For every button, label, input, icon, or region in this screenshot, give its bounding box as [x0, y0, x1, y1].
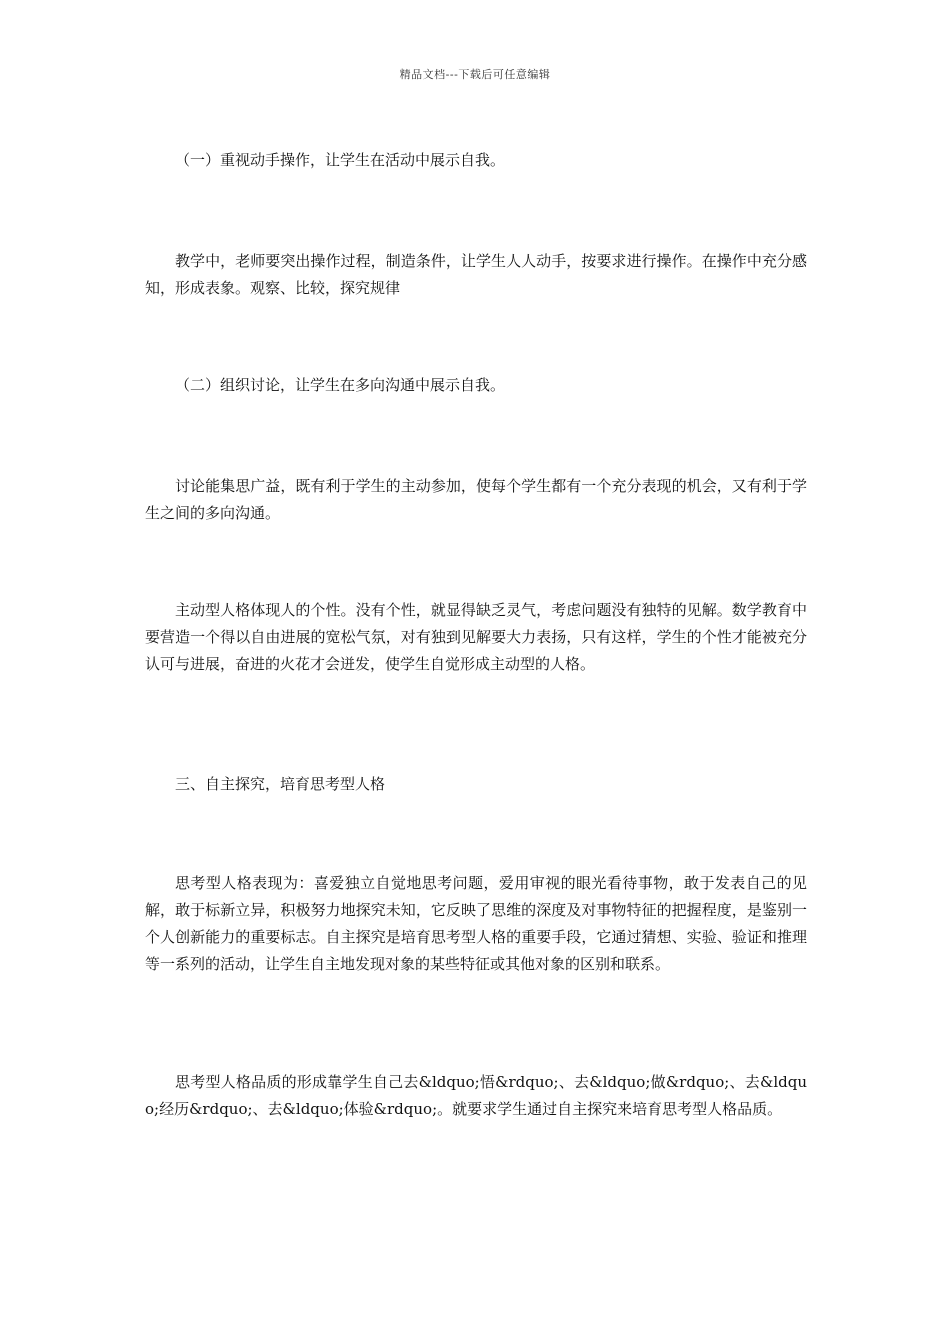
paragraph-3: 主动型人格体现人的个性。没有个性，就显得缺乏灵气，考虑问题没有独特的见解。数学教育中要营造一个得以自由进展的宽松气氛，对有独到见解要大力表扬，只有这样，学生的个性才能被充分认可与进展，奋进的火花才会迸发，使学生自觉形成主动型的人格。 [145, 601, 807, 673]
section-heading-2: （二）组织讨论，让学生在多向沟通中展示自我。 [175, 376, 506, 394]
paragraph-5: 思考型人格品质的形成靠学生自己去&ldquo;悟&rdquo;、去&ldquo;做&rdquo;、去&ldquo;经历&rdquo;、去&ldquo;体验&rdquo;。就要求学生通过自主探究来培育思考型人格品质。 [145, 1073, 807, 1118]
section-heading-3: 三、自主探究，培育思考型人格 [175, 775, 386, 793]
section-heading-1: （一）重视动手操作，让学生在活动中展示自我。 [175, 151, 506, 169]
paragraph-1: 教学中，老师要突出操作过程，制造条件，让学生人人动手，按要求进行操作。在操作中充分感知，形成表象。观察、比较，探究规律 [145, 252, 807, 297]
page-header: 精品文档---下载后可任意编辑 [399, 68, 551, 81]
paragraph-4: 思考型人格表现为：喜爱独立自觉地思考问题，爱用审视的眼光看待事物，敢于发表自己的见解，敢于标新立异，积极努力地探究未知，它反映了思维的深度及对事物特征的把握程度，是鉴别一个人创新能力的重要标志。自主探究是培育思考型人格的重要手段，它通过猜想、实验、验证和推理等一系列的活动，让学生自主地发现对象的某些特征或其他对象的区别和联系。 [145, 874, 807, 973]
paragraph-2: 讨论能集思广益，既有利于学生的主动参加，使每个学生都有一个充分表现的机会，又有利于学生之间的多向沟通。 [145, 477, 807, 522]
